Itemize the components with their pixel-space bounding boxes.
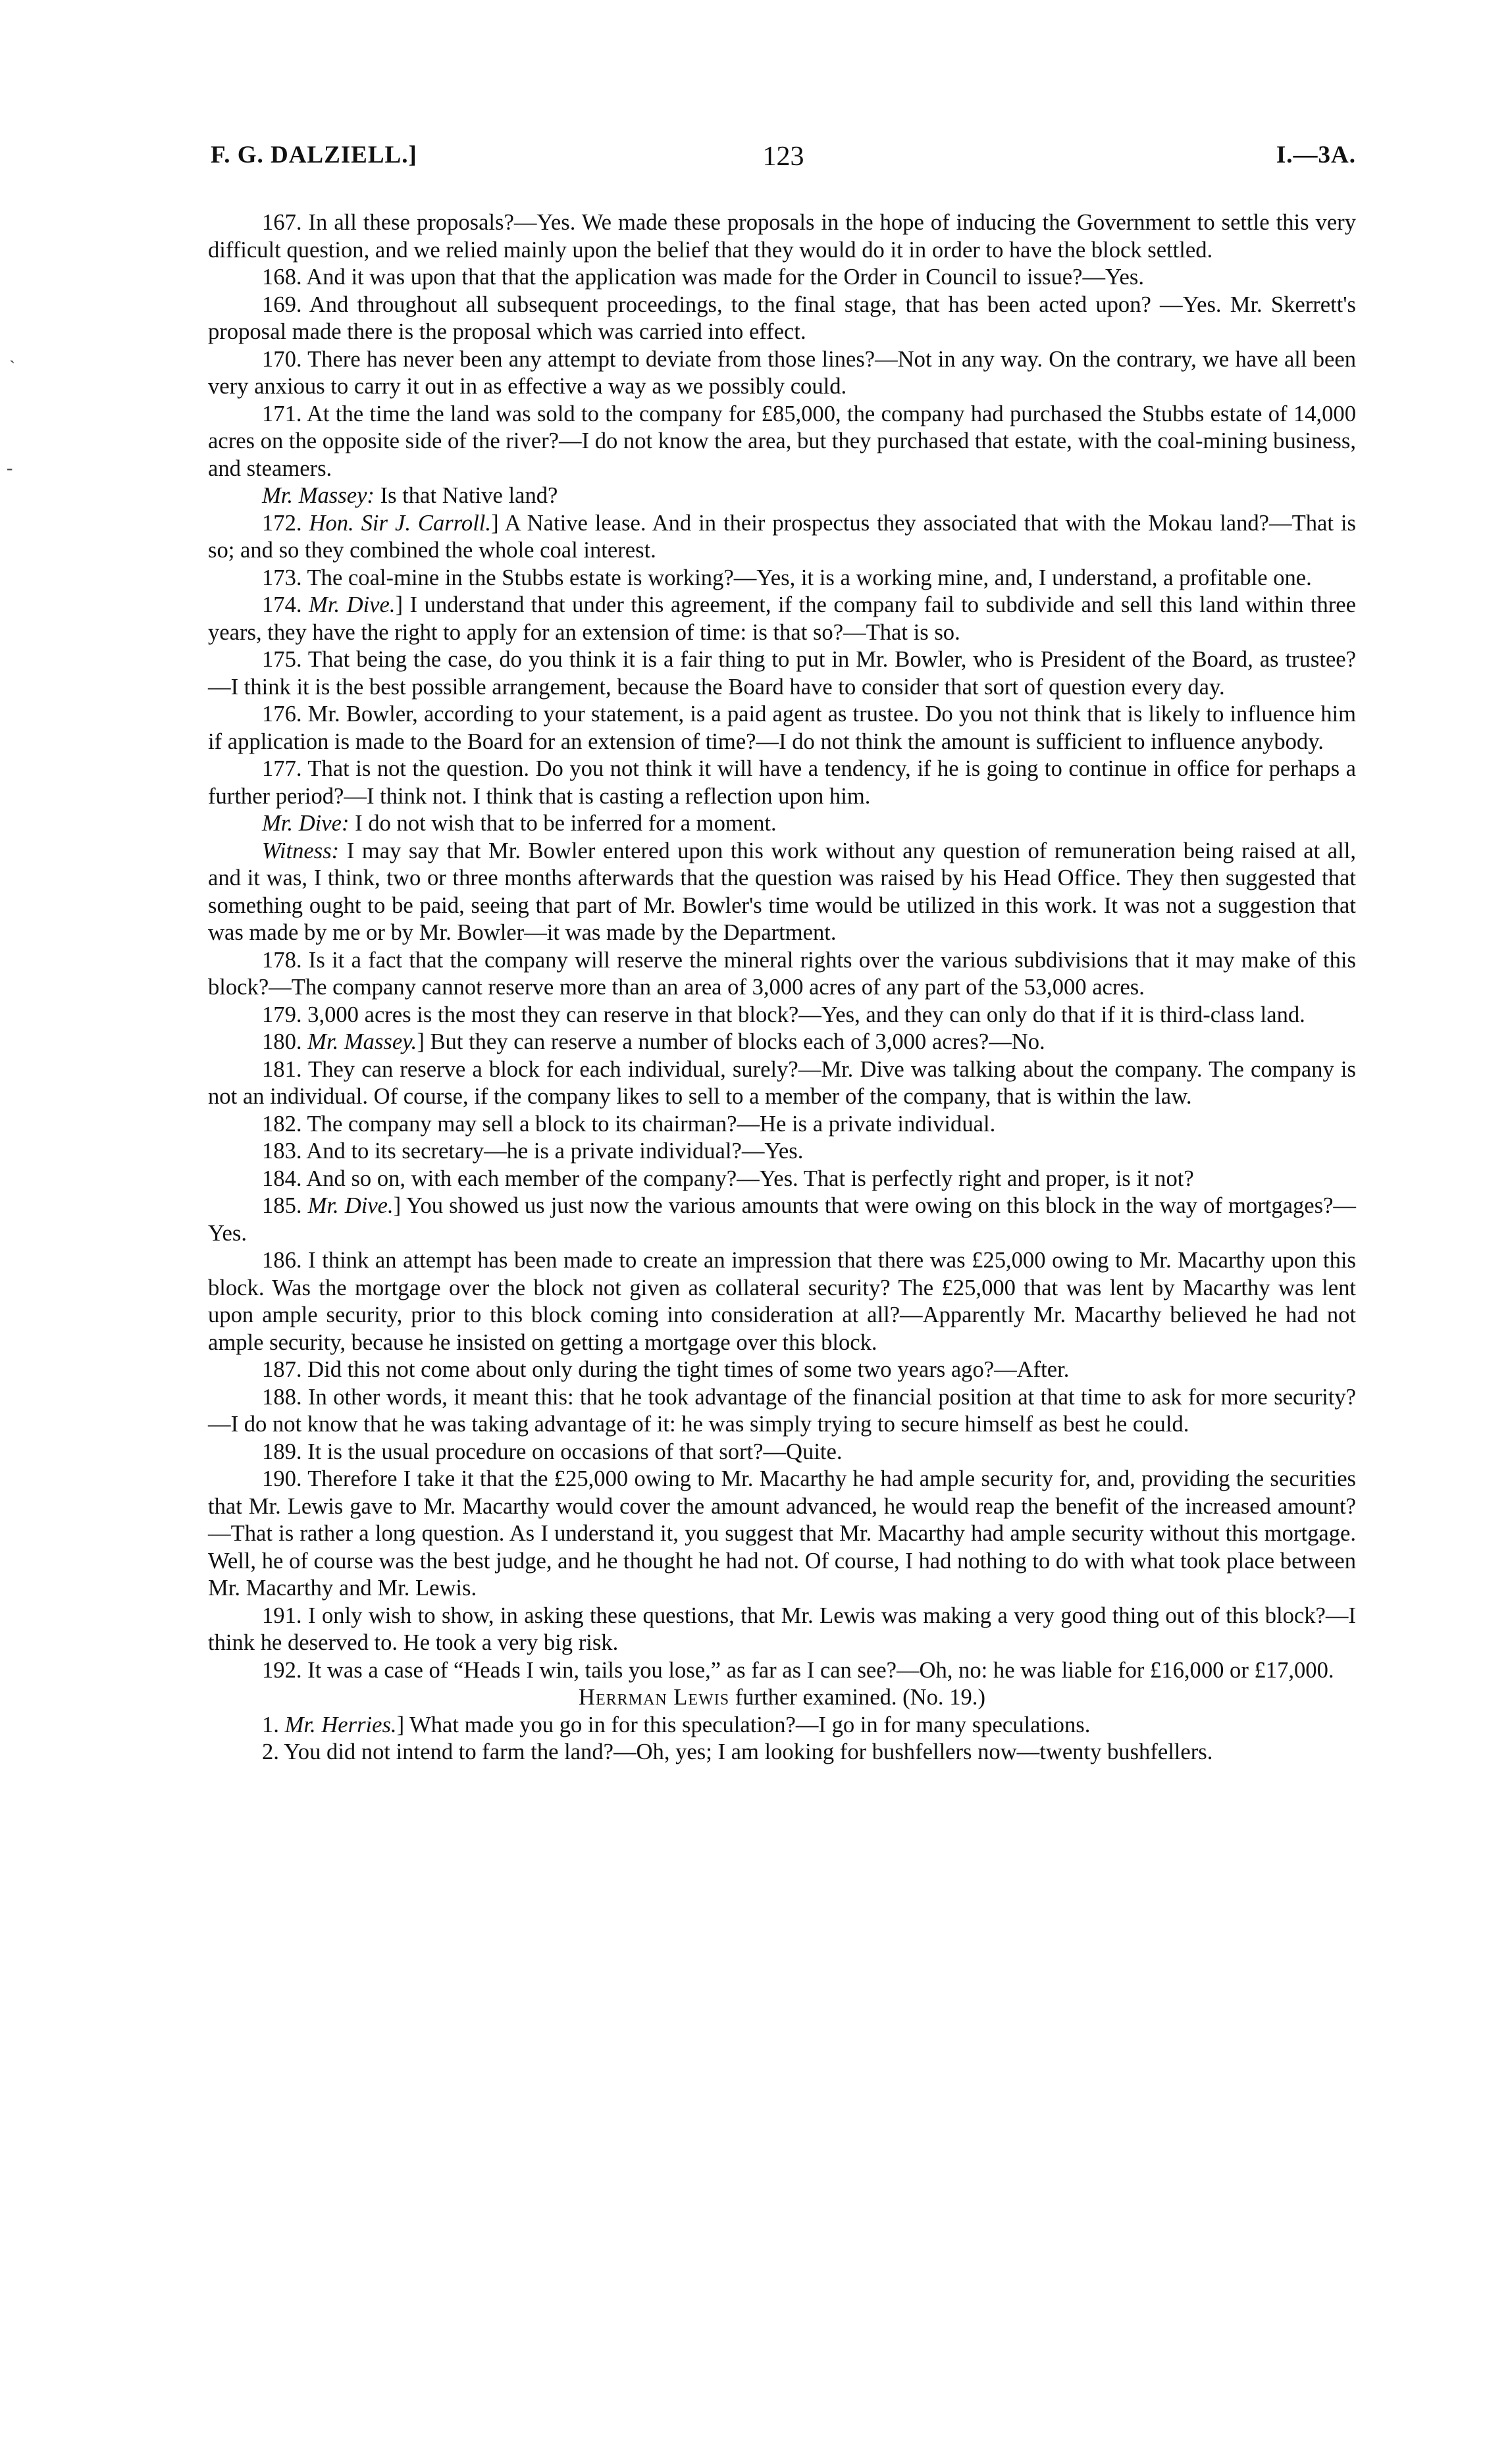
speaker-name: Mr. Herries. xyxy=(284,1712,397,1737)
page-header xyxy=(211,141,1356,180)
paragraph-text: 2. You did not intend to farm the land?—Oh, yes; I am looking for bushfellers now—twenty bushfellers. xyxy=(262,1739,1213,1764)
paragraph-text: 185. xyxy=(262,1193,308,1218)
paragraph-text: 192. It was a case of “Heads I win, tails you lose,” as far as I can see?—Oh, no: he was liable for £16,000 or £17,000. xyxy=(262,1657,1334,1683)
testimony-paragraph xyxy=(208,1138,1356,1166)
speaker-name: Mr. Massey. xyxy=(307,1029,417,1054)
paragraph-text: 172. xyxy=(262,510,309,536)
paragraph-text: ] What made you go in for this speculation?—I go in for many speculations. xyxy=(396,1712,1091,1737)
paragraph-text: I do not wish that to be inferred for a moment. xyxy=(349,811,777,836)
page-number: 123 xyxy=(762,141,804,172)
paragraph-text: 180. xyxy=(262,1029,308,1054)
testimony-paragraph xyxy=(208,482,1356,510)
paragraph-text: 167. In all these proposals?—Yes. We made these proposals in the hope of inducing the Government to settle this very difficult question, and we relied mainly upon the belief that they would do it in order to have the block settled. xyxy=(208,210,1356,263)
paragraph-text: 187. Did this not come about only during the tight times of some two years ago?—After. xyxy=(262,1357,1070,1382)
paragraph-text: 181. They can reserve a block for each individual, surely?—Mr. Dive was talking about the company. The company is not an individual. Of course, if the company likes to sell to a member of the company, that is within the law. xyxy=(208,1056,1356,1109)
testimony-paragraph xyxy=(208,1029,1356,1056)
testimony-paragraph xyxy=(208,1111,1356,1139)
testimony-paragraph xyxy=(208,1384,1356,1439)
paragraph-text: 1. xyxy=(262,1712,285,1737)
paragraph-text: 170. There has never been any attempt to deviate from those lines?—Not in any way. On the contrary, we have all been very anxious to carry it out in as effective a way as we possibly could. xyxy=(208,346,1356,399)
paragraph-text: 168. And it was upon that that the application was made for the Order in Council to issue?—Yes. xyxy=(262,265,1145,290)
testimony-paragraph xyxy=(208,1439,1356,1466)
speaker-name: Mr. Dive. xyxy=(307,1193,394,1218)
section-heading xyxy=(208,1684,1356,1712)
testimony-paragraph xyxy=(208,1002,1356,1029)
testimony-paragraph xyxy=(208,401,1356,483)
paragraph-text: ] I understand that under this agreement, if the company fail to subdivide and sell this land within three years, they have the right to apply for an extension of time: is that so?—That is so. xyxy=(208,592,1357,645)
testimony-paragraph xyxy=(208,1247,1356,1356)
paragraph-text: 178. Is it a fact that the company will reserve the mineral rights over the various subdivisions that it may make of this block?—The company cannot reserve more than an area of 3,000 acres of any part of the 53,000 acres. xyxy=(208,947,1356,1000)
testimony-paragraph xyxy=(208,1466,1356,1603)
margin-tick-mark: ˎ xyxy=(9,344,16,364)
testimony-paragraph xyxy=(208,346,1356,401)
testimony-paragraph xyxy=(208,510,1356,565)
speaker-name: Mr. Dive: xyxy=(262,811,350,836)
header-witness-name: F. G. DALZIELL.] xyxy=(211,141,417,168)
paragraph-text: 176. Mr. Bowler, according to your statement, is a paid agent as trustee. Do you not think that is likely to influence him if application is made to the Board for an extension of time?—I do not think the amount is sufficient to influence anybody. xyxy=(208,702,1356,754)
testimony-paragraphs-second xyxy=(208,1712,1356,1766)
witness-name: Herrman Lewis xyxy=(579,1685,730,1710)
testimony-paragraph xyxy=(208,701,1356,756)
paragraph-text: 171. At the time the land was sold to the company for £85,000, the company had purchased the Stubbs estate of 14,000 acres on the opposite side of the river?—I do not know the area, but they purchased that estate, with the coal-mining business, and steamers. xyxy=(208,401,1356,481)
paragraph-text: 169. And throughout all subsequent proceedings, to the final stage, that has been acted upon? —Yes. Mr. Skerrett's proposal made there is the proposal which was carried into effect. xyxy=(208,292,1356,344)
paragraph-text: 179. 3,000 acres is the most they can reserve in that block?—Yes, and they can only do that if it is third-class land. xyxy=(262,1002,1305,1027)
testimony-paragraph xyxy=(208,565,1356,592)
testimony-paragraph xyxy=(208,838,1356,947)
section-heading-rest: further examined. (No. 19.) xyxy=(729,1685,985,1710)
paragraph-text: ] You showed us just now the various amounts that were owing on this block in the way of mortgages?—Yes. xyxy=(208,1193,1356,1246)
testimony-paragraph xyxy=(208,947,1356,1002)
paragraph-text: 182. The company may sell a block to its chairman?—He is a private individual. xyxy=(262,1111,996,1137)
testimony-paragraph xyxy=(208,264,1356,292)
paragraph-text: 177. That is not the question. Do you not think it will have a tendency, if he is going to continue in office for perhaps a further period?—I think not. I think that is casting a reflection upon him. xyxy=(208,756,1356,809)
testimony-paragraph xyxy=(208,592,1356,646)
paragraph-text: 184. And so on, with each member of the company?—Yes. That is perfectly right and proper, is it not? xyxy=(262,1166,1194,1191)
speaker-name: Hon. Sir J. Carroll. xyxy=(309,510,492,536)
testimony-paragraphs xyxy=(208,209,1356,1684)
testimony-paragraph xyxy=(208,1056,1356,1111)
paragraph-text: 188. In other words, it meant this: that he took advantage of the financial position at that time to ask for more security?—I do not know that he was taking advantage of it: he was simply trying to secure himself as best he could. xyxy=(208,1384,1356,1437)
paragraph-text: ] A Native lease. And in their prospectus they associated that with the Mokau land?—That is so; and so they combined the whole coal interest. xyxy=(208,510,1356,563)
testimony-paragraph xyxy=(208,646,1356,701)
paragraph-text: 189. It is the usual procedure on occasions of that sort?—Quite. xyxy=(262,1439,843,1464)
paragraph-text: 186. I think an attempt has been made to create an impression that there was £25,000 owing to Mr. Macarthy upon this block. Was the mortgage over the block not given as collateral security? The £25,000 that was lent by Macarthy was lent upon ample security, prior to this block coming into consideration at all?—Apparently Mr. Macarthy believed he had not ample security, because he insisted on getting a mortgage over this block. xyxy=(208,1248,1356,1355)
paragraph-text: 173. The coal-mine in the Stubbs estate is working?—Yes, it is a working mine, and, I understand, a profitable one. xyxy=(262,565,1312,590)
speaker-name: Mr. Massey: xyxy=(262,483,375,508)
testimony-paragraph xyxy=(208,1356,1356,1384)
paragraph-text: 190. Therefore I take it that the £25,000 owing to Mr. Macarthy he had ample security for, and, providing the securities that Mr. Lewis gave to Mr. Macarthy would cover the amount advanced, he would reap the benefit of the increased amount?—That is rather a long question. As I understand it, you suggest that Mr. Macarthy had ample security without this mortgage. Well, he of course was the best judge, and he thought he had not. Of course, I had nothing to do with what took place between Mr. Macarthy and Mr. Lewis. xyxy=(208,1466,1356,1601)
margin-dash-mark: - xyxy=(7,458,13,478)
testimony-paragraph xyxy=(208,1739,1356,1766)
testimony-paragraph xyxy=(208,1166,1356,1193)
paragraph-text: 191. I only wish to show, in asking these questions, that Mr. Lewis was making a very good thing out of this block?—I think he deserved to. He took a very big risk. xyxy=(208,1603,1356,1655)
speaker-name: Mr. Dive. xyxy=(309,592,396,617)
paragraph-text: Is that Native land? xyxy=(374,483,558,508)
testimony-paragraph xyxy=(208,1603,1356,1657)
testimony-paragraph xyxy=(208,810,1356,838)
speaker-name: Witness: xyxy=(262,838,340,863)
paragraph-text: I may say that Mr. Bowler entered upon this work without any question of remuneration being raised at all, and it was, I think, two or three months afterwards that the question was raised by his Head Office. They then suggested that something ought to be paid, seeing that part of Mr. Bowler's time would be utilized in this work. It was not a suggestion that was made by me or by Mr. Bowler—it was made by the Department. xyxy=(208,838,1356,945)
transcript-body xyxy=(208,209,1356,1766)
paragraph-text: 174. xyxy=(262,592,309,617)
testimony-paragraph xyxy=(208,292,1356,346)
testimony-paragraph xyxy=(208,1712,1356,1739)
paragraph-text: 175. That being the case, do you think it is a fair thing to put in Mr. Bowler, who is President of the Board, as trustee?—I think it is the best possible arrangement, because the Board have to consider that sort of question every day. xyxy=(208,647,1356,700)
document-reference: I.—3A. xyxy=(1276,141,1356,168)
testimony-paragraph xyxy=(208,209,1356,264)
testimony-paragraph xyxy=(208,756,1356,810)
testimony-paragraph xyxy=(208,1657,1356,1685)
paragraph-text: ] But they can reserve a number of blocks each of 3,000 acres?—No. xyxy=(417,1029,1045,1054)
paragraph-text: 183. And to its secretary—he is a private individual?—Yes. xyxy=(262,1139,804,1164)
testimony-paragraph xyxy=(208,1193,1356,1247)
